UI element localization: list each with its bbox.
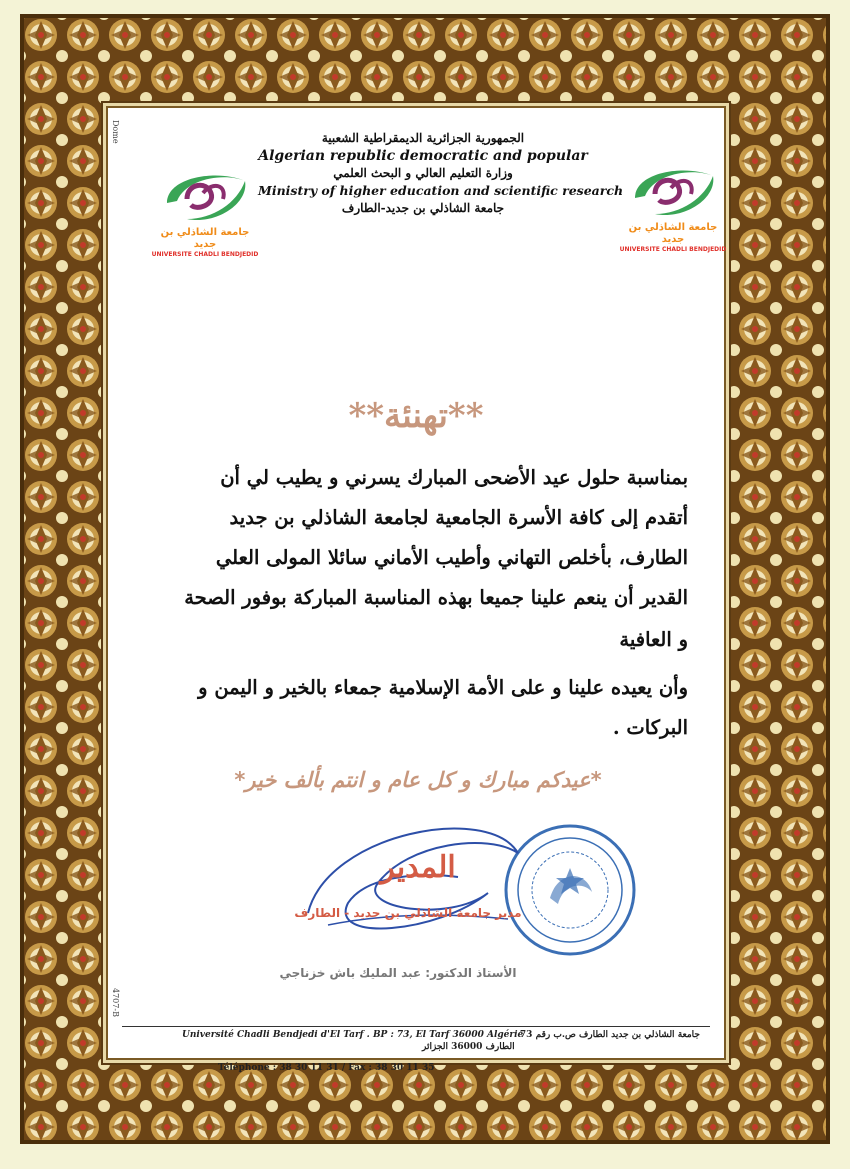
eid-wish: *عيدكم مبارك و كل عام و انتم بألف خير* (234, 768, 602, 792)
body-line-7: البركات . (612, 716, 688, 739)
body-line-2: أتقدم إلى كافة الأسرة الجامعية لجامعة الشاذلي بن جديد (229, 506, 688, 529)
logo-name-ar: جامعة الشاذلي بن جديد (628, 222, 718, 245)
logo-name-fr: UNIVERSITE CHADLI BENDJEDID (151, 251, 259, 258)
header-university-ar: جامعة الشاذلي بن جديد-الطارف (341, 201, 505, 215)
university-logo-icon (157, 163, 253, 227)
body-line-1: بمناسبة حلول عيد الأضحى المبارك يسرني و يطيب لي أن (220, 466, 688, 489)
page-title: **تهنئة** (348, 396, 484, 436)
header-republic-ar: الجمهورية الجزائرية الديمقراطية الشعبية (321, 131, 525, 145)
side-mark-top: Dome (111, 120, 120, 144)
university-logo-right (618, 158, 728, 254)
director-name: الأستاذ الدكتور: عبد المليك باش خزناجي (279, 966, 517, 980)
certificate-content (108, 108, 727, 1073)
header-ministry-en: Ministry of higher education and scientific research (258, 183, 624, 198)
header-ministry-ar: وزارة التعليم العالي و البحث العلمي (333, 166, 513, 180)
director-position: مدير جامعة الشاذلي بن جديد - الطارف (294, 906, 522, 920)
logo-name-ar: جامعة الشاذلي بن جديد (160, 227, 250, 250)
university-logo-icon (625, 158, 721, 222)
footer-phone: Téléphone : 38 30 11 31 / Fax : 38 30 11 35 (218, 1063, 435, 1073)
footer-address-fr: Université Chadli Bendjedi d'El Tarf . BP : 73, El Tarf 36000 Algérie (182, 1030, 524, 1040)
footer-address-ar: جامعة الشاذلي بن جديد الطارف ص.ب رقم 73 (519, 1030, 700, 1040)
director-title: المدير (380, 850, 456, 885)
body-line-5: و العافية (619, 628, 688, 651)
logo-name-fr: UNIVERSITE CHADLI BENDJEDID (619, 246, 727, 253)
university-logo-left (150, 163, 260, 259)
header-republic-en: Algerian republic democratic and popular (258, 148, 588, 164)
body-line-3: الطارف، بأخلص التهاني وأطيب الأماني سائلا المولى العلي (215, 546, 688, 569)
footer-address (122, 1026, 710, 1052)
footer-address-ar-2: الطارف 36000 الجزائر (422, 1042, 515, 1052)
body-line-4: القدير أن ينعم علينا جميعا بهذه المناسبة المباركة بوفور الصحة (184, 586, 688, 609)
body-line-6: وأن يعيده علينا و على الأمة الإسلامية جمعاء بالخير و اليمن و (198, 676, 688, 699)
letterhead (258, 130, 624, 217)
side-mark-bottom: 4707-B (111, 988, 120, 1017)
